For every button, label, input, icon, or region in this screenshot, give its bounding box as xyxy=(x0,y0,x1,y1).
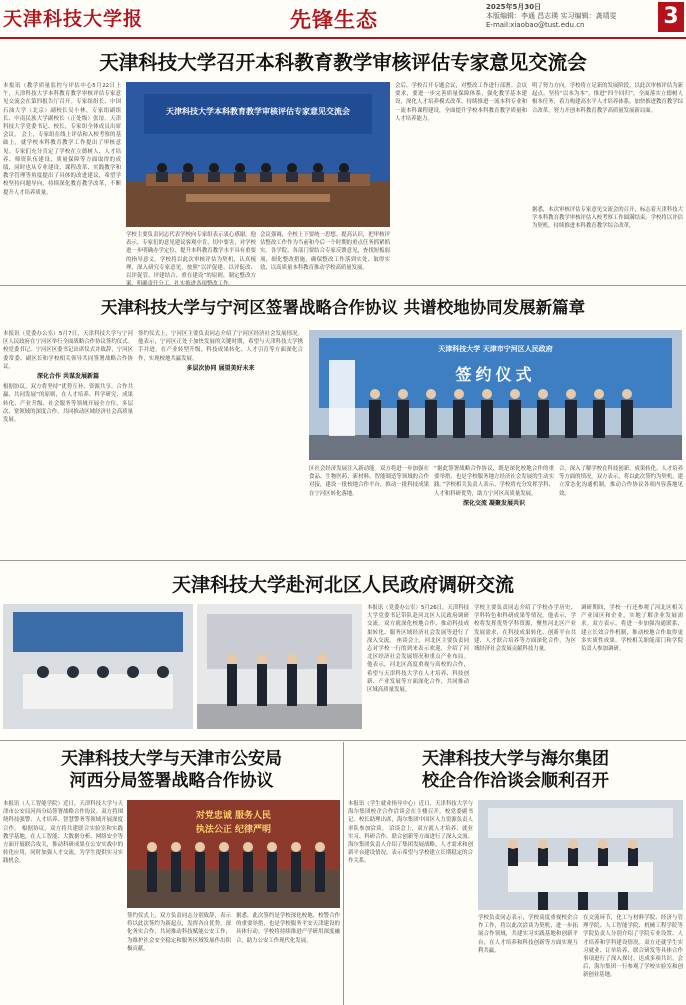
divider-1 xyxy=(0,285,686,286)
article4-col2: 签约仪式上，双方负责同志分别致辞，表示将以此次签约为新起点，发挥各自优势，深化务实合作，共同推动科技赋能公安工作，为维护社会安全稳定和服务区域发展作出积极贡献。 xyxy=(127,913,231,952)
meeting-room-illustration xyxy=(3,604,193,729)
article5-headline-line1: 天津科技大学与海尔集团 xyxy=(422,749,609,769)
article2-col1 xyxy=(3,330,133,555)
article4-col1 xyxy=(3,800,123,1002)
article1-col5: 明了努力方向。学校将立足新的发展阶段，以此次审核评估为新起点，坚持“以本为本”，推进“四个回归”，全面落实立德树人根本任务，着力构建高水平人才培养体系，加快推进教育教学综合改革，努力开创本科教育教学高质量发展新局面。 xyxy=(532,83,683,114)
column-divider xyxy=(343,742,344,1005)
meeting-hall-illustration xyxy=(126,82,390,227)
article2-photo-title: 签约仪式 xyxy=(455,365,536,384)
article4-photo-banner-line2: 执法公正 纪律严明 xyxy=(195,825,272,835)
article2-col1-body: 根据协议，双方将坚持“优势互补、资源共享、合作共赢、共同发展”的原则，在人才培养、科学研究、成果转化、产业升级、社会服务等领域开展全方位、多层次、宽领域的深度合作，共同推动区域经济社会高质量发展。 xyxy=(3,384,133,424)
article3-col1-body: 座谈会上，河北区主要负责同志对学校一行的到来表示欢迎，介绍了河北区经济社会发展情况和重点产业布局。他表示，河北区高度重视与高校的合作，希望与天津科技大学在人才培养、科技创新、产业发展等方面深化合作，共同推动区域高质量发展。 xyxy=(367,637,469,694)
article3-lead: 本报讯（党委办公室）5月26日，天津科技大学党委书记带队赴河北区人民政府调研交流。双方就深化校地合作、推动科技成果转化、服务区域经济社会发展等进行了深入交流。 xyxy=(367,605,469,644)
article5-col1-body: 洽谈会上，双方就人才培养、就业实习、科研合作、联合创新等方面进行了深入交流。海尔集团负责人介绍了集团发展战略、人才需求和创新平台建设情况，表示希望与学校建立长期稳定的合作关系。 xyxy=(348,825,473,865)
article3-photo-visit xyxy=(197,604,362,729)
article2-photo-banner: 天津科技大学 天津市宁河区人民政府 xyxy=(438,345,553,353)
article5-photo xyxy=(478,800,683,910)
article2-col2-body: 签约仪式上，宁河区主要负责同志介绍了宁河区经济社会发展情况。他表示，宁河区正处于加快发展的关键时期，希望与天津科技大学携手并进，在产业转型升级、科技成果转化、人才引育等方面深化合作，实现校地共赢发展。 xyxy=(138,331,303,362)
article4-photo xyxy=(127,800,340,908)
page-number: 3 xyxy=(658,2,684,32)
article5-col3: 在交流环节，化工与材料学院、经济与管理学院、人工智能学院、机械工程学院等学院负责人分别介绍了学院专业设置、人才培养和学科建设情况。双方还就学生实习就业、订单培养、联合研发等具体合作事项进行了深入探讨，达成多项共识。会后，海尔集团一行参观了学校实验室和创新创业基地。 xyxy=(583,915,683,979)
article2-col3: 区社会经济发展注入新动能。双方将进一步加强在食品、生物医药、新材料、智能制造等领域的合作对接，建设一批校地合作平台，推动一批科技成果在宁河区转化落地。 xyxy=(309,466,429,497)
article5-col2: 学校负责同志表示，学校高度重视校企合作工作，将以此次洽谈为契机，进一步拓展合作领域，共建实习实践基地和创新平台，在人才培养和科技创新等方面实现互利共赢。 xyxy=(478,915,578,954)
article1-col4: 会后，学校召开专题会议，对整改工作进行部署。会议要求，要进一步完善质量保障体系，强化教学基本建设，深化人才培养模式改革，持续推进一流本科专业和一流本科课程建设，全面提升学校本科教育教学质量和人才培养能力。 xyxy=(395,83,527,122)
divider-3 xyxy=(0,740,686,741)
article4-col3: 据悉，此次签约是学校深化校地、校警合作的重要举措，也是学校服务平安天津建设的具体行动。学校将持续推进产学研用深度融合，助力公安工作现代化发展。 xyxy=(236,913,340,944)
article3-col3: 调研期间，学校一行还参观了河北区相关产业园区和企业，实地了解企业发展需求。双方表示，将进一步加强沟通联系，建立长效合作机制，推动校地合作取得更多实质性成果。学校相关职能部门和学院负责人参加调研。 xyxy=(581,605,683,653)
article1-col3: 会议强调，全校上下要统一思想、提高认识，把审核评估整改工作作为当前和今后一个时期的重点任务抓紧抓实。各学院、各部门要结合专家反馈意见，查找短板弱项，细化整改措施，确保整改工作落到实处、取得实效，以高质量本科教育推动学校高质量发展。 xyxy=(260,232,390,271)
article1-lead: 本报讯（教学质量监控与评估中心5月22日上午，天津科技大学本科教育教学审核评估专家意见交流会在第四报告厅召开。专家组组长、中国石油大学（北京）副校长吴小林，专家组副组长、中南民族大学副校长（正处级）张谊，天津科技大学党委书记、校长，专家组全体成员出席会议。 xyxy=(3,83,121,139)
article4-col1-body: 根据协议，双方将共建联合实验室和实践教学基地，在人工智能、大数据分析、网络安全等方面开展联合攻关，推动科研成果在公安实战中的转化应用，同时加强人才交流，为学生提供实习实践机会。 xyxy=(3,825,123,865)
article2-col4-body: “据此签署战略合作协议，既是深化校地合作的重要举措，也是学校服务地方经济社会发展的生动实践。”学校相关负责人表示，学校将充分发挥学科、人才和科研优势，助力宁河区高质量发展。 xyxy=(434,466,554,497)
masthead-meta xyxy=(486,3,654,30)
article3-col1 xyxy=(367,604,469,734)
article1-photo xyxy=(126,82,390,227)
article5-col1 xyxy=(348,800,473,1002)
article2-lead: 本报讯（党委办公室）5月7日，天津科技大学与宁河区人民政府在宁河区举行全面战略合作协议签约仪式。校党委书记、宁河区区委书记出席仪式并致辞，宁河区委常委、副区长和学校相关领导共同签署战略合作协议。 xyxy=(3,331,133,370)
article1-col1-body: 会上，专家组在线上评估和入校考察的基础上，就学校本科教育教学工作提出了审核意见。专家们充分肯定了学校在立德树人、人才培养、师资队伍建设、质量保障等方面取得的成绩，同时也从专业建设、课程改革、实践教学和教学管理等角度提出了具体的改进建议，希望学校坚持问题导向，持续深化教育教学改革，不断提升人才培养质量。 xyxy=(3,132,121,196)
article4-headline-line1: 天津科技大学与天津市公安局 xyxy=(61,749,282,769)
article1-col2: 学校主要负责同志代表学校向专家组表示衷心感谢。他表示，专家们的意见建议客观中肯、切中要害，对学校进一步明确办学定位、提升本科教育教学水平具有重要的指导意义。学校将以此次审核评估为契机，认真梳理、深入研究专家意见，按照“以评促建、以评促改、以评促管、评建结合、重在建设”的原则，制定整改方 xyxy=(126,232,256,280)
article2-subhead-2: 多层次协同 展望美好未来 xyxy=(186,364,255,372)
article5-headline-line2: 校企合作洽谈会顺利召开 xyxy=(422,771,609,791)
article3-headline: 天津科技大学赴河北区人民政府调研交流 xyxy=(171,574,514,596)
article1-photo-banner: 天津科技大学本科教育教学审核评估专家意见交流会 xyxy=(166,107,350,116)
haier-meeting-illustration xyxy=(478,800,683,910)
article5-headline xyxy=(345,748,686,792)
article4-headline xyxy=(0,748,343,792)
article1-col1 xyxy=(3,82,121,279)
article4-lead: 本报讯（人工智能学院）近日，天津科技大学与天津市公安局河西分局签署战略合作协议。双方将围绕科技强警、人才培养、智慧警务等领域开展深度合作。 xyxy=(3,801,123,832)
article2-subhead-3: 深化交流 凝聚发展共识 xyxy=(462,499,526,507)
article1-headline: 天津科技大学召开本科教育教学审核评估专家意见交流会 xyxy=(99,51,587,74)
article2-photo xyxy=(309,330,682,460)
article3-col2: 学校主要负责同志介绍了学校办学历史、学科特色和科研成果等情况。他表示，学校将发挥优势学科资源，聚焦河北区产业发展需求，在科技成果转化、创新平台共建、人才联合培养等方面深化合作，为区域经济社会发展贡献科技力量。 xyxy=(474,605,576,653)
article2-col2 xyxy=(138,330,303,555)
article4-photo-banner-line1: 对党忠诚 服务人民 xyxy=(195,811,272,821)
email-line: E-mail:xiaobao@tust.edu.cn xyxy=(486,21,585,29)
article5-lead: 本报讯（学生就业指导中心）近日，天津科技大学与海尔集团校企合作洽谈会在主楼召开。校党委副书记、校长助理出席，海尔集团中国区人力资源负责人率队参加洽谈。 xyxy=(348,801,473,832)
divider-2 xyxy=(0,560,686,561)
editors-line: 本版编辑：李通 昌志瑛 实习编辑：龚靖雯 xyxy=(486,12,617,20)
article3-photo-meeting xyxy=(3,604,193,729)
date-line: 2025年5月30日 xyxy=(486,3,542,11)
article2-headline: 天津科技大学与宁河区签署战略合作协议 共谱校地协同发展新篇章 xyxy=(100,298,586,317)
masthead-rule xyxy=(0,37,686,39)
article2-col4 xyxy=(434,465,554,555)
article2-subhead-1: 深化合作 共谋发展新篇 xyxy=(36,373,100,381)
masthead xyxy=(0,0,686,38)
exhibition-visit-illustration xyxy=(197,604,362,729)
section-title: 先锋生态 xyxy=(290,7,378,32)
article2-col5: 合，深入了解学校在科技创新、成果转化、人才培养等方面的情况。双方表示，将以此次签约为契机，建立常态化沟通机制，推动合作协议各项内容落地见效。 xyxy=(559,466,683,497)
newspaper-brand: 天津科技大学报 xyxy=(3,8,144,30)
article4-headline-line2: 河西分局签署战略合作协议 xyxy=(69,771,274,791)
article1-col6: 据悉，本次审核评估专家意见交流会的召开，标志着天津科技大学本科教育教学审核评估入校考察工作圆满结束。学校将以评估为契机，持续推进本科教育教学综合改革。 xyxy=(532,207,683,230)
